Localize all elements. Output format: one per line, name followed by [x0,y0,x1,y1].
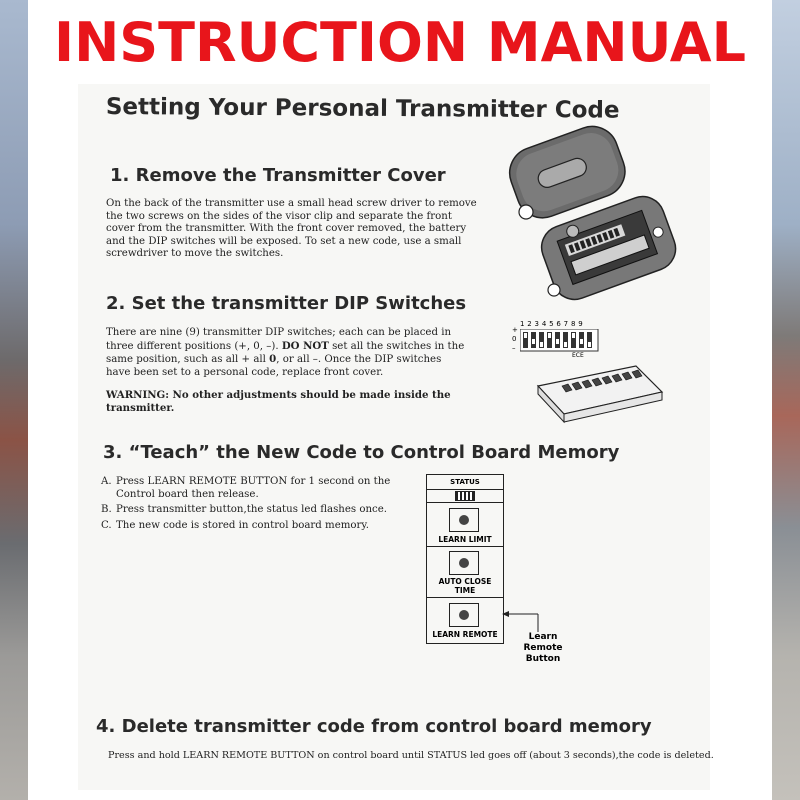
section-2-body [106,327,466,379]
section-2-zero: 0 [269,353,277,365]
dip-zero: 0 [512,335,517,343]
status-led [455,491,475,501]
status-label: STATUS [427,475,503,490]
section-4-heading: 4. Delete transmitter code from control board memory [96,716,652,737]
section-2-body-text: There are nine (9) transmitter DIP switches; each can be placed in three different positions (+, 0, –). [106,327,452,352]
learn-remote-label: LEARN REMOTE [432,630,498,639]
dip-plus: + [512,326,518,334]
step-text: The new code is stored in control board memory. [116,519,370,531]
button-knob [459,558,469,568]
dip-switch-bank [520,329,600,353]
callout-line-2: Button [525,654,561,664]
background-left-strip [0,0,28,800]
section-2-body-text: , or all –. Once the DIP switches have been set to a personal code, replace front cover. [106,354,442,378]
step-a [101,476,391,501]
divider [427,546,503,547]
auto-close-time-button[interactable] [449,551,479,575]
section-2-heading: 2. Set the transmitter DIP Switches [106,293,467,314]
control-board-panel [426,474,504,644]
callout-line-1: Learn Remote [523,632,563,653]
learn-limit-button[interactable] [449,508,479,532]
learn-limit-label: LEARN LIMIT [438,535,492,544]
step-c [101,520,391,533]
dip-switch-numbers: 1 2 3 4 5 6 7 8 9 [520,320,583,328]
auto-close-label: AUTO CLOSE [438,577,492,586]
learn-remote-callout [508,632,578,665]
divider [427,502,503,503]
step-b [101,504,391,517]
divider [427,597,503,598]
dip-switch-diagram [512,320,602,360]
step-text: Press LEARN REMOTE BUTTON for 1 second on the Control board then release. [116,476,391,500]
learn-remote-button[interactable] [449,603,479,627]
section-2-body-text: set all the switches in the same position, such as all + all [106,340,465,365]
button-knob [459,610,469,620]
headline: INSTRUCTION MANUAL [53,11,746,74]
section-1-heading: 1. Remove the Transmitter Cover [110,165,446,186]
section-3-steps [101,476,391,535]
section-1-body: On the back of the transmitter use a small head screw driver to remove the two screws on the sides of the visor clip and separate the front cover from the transmitter. With the front cover removed, the battery and the DIP switches will be exposed. To set a new code, use a small screwdriver to move the switches. [106,198,477,259]
transmitter-illustration [498,124,678,320]
step-letter: A. [101,476,112,487]
section-4-body: Press and hold LEARN REMOTE BUTTON on control board until STATUS led goes off (about 3 seconds),the code is deleted. [108,750,714,761]
step-letter: B. [101,504,112,515]
section-2-warning: WARNING: No other adjustments should be made inside the transmitter. [106,389,451,414]
button-knob [459,515,469,525]
dip-brand-label: ECE [572,352,584,359]
dip-minus: – [512,344,516,352]
background-right-strip [772,0,800,800]
auto-close-time-label: TIME [454,586,476,595]
step-letter: C. [101,519,112,531]
doc-title: Setting Your Personal Transmitter Code [105,94,620,124]
step-text: Press transmitter button,the status led flashes once. [116,504,388,515]
section-3-heading: 3. “Teach” the New Code to Control Board Memory [103,442,620,463]
section-2-do-not: DO NOT [281,339,329,352]
dip-switch-3d-illustration [536,362,666,424]
